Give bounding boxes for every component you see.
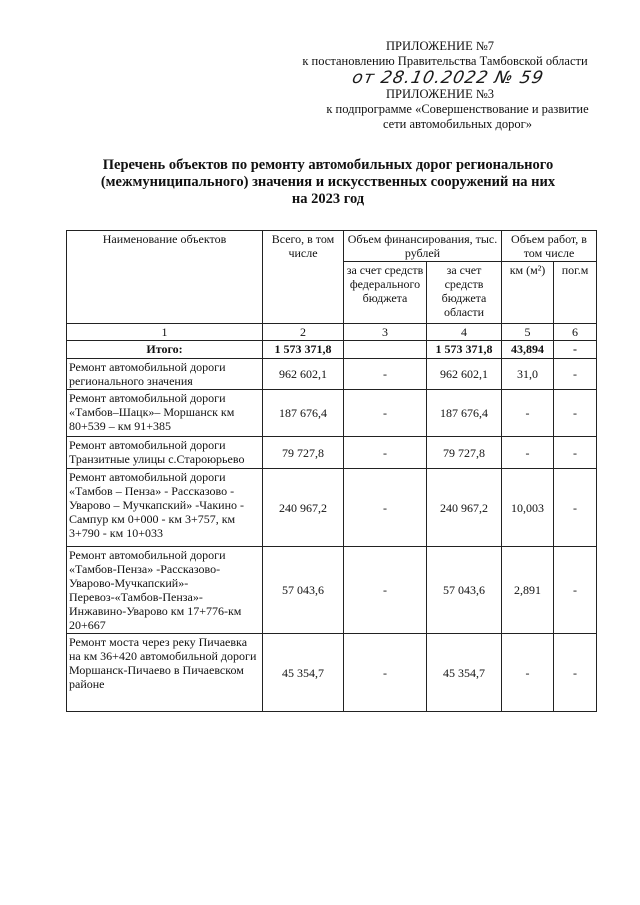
row-name: Ремонт автомобильной дороги «Тамбов-Пенза» -Рассказово-Уварово-Мучкапский»-Перевоз-«Тамбов-Пенза»-Инжавино-Уварово км 17+776-км 20+667 <box>67 547 263 634</box>
row-km: - <box>502 390 554 437</box>
row-regional: 45 354,7 <box>427 634 502 712</box>
header-works: Объем работ, в том числе <box>502 231 597 262</box>
row-km: 31,0 <box>502 359 554 390</box>
total-federal <box>344 341 427 359</box>
row-name: Ремонт автомобильной дороги «Тамбов – Пенза» - Рассказово - Уварово – Мучкапский» -Чакино - Сампур км 0+000 - км 3+757, км 3+790 - км 10+033 <box>67 469 263 547</box>
total-regional: 1 573 371,8 <box>427 341 502 359</box>
row-name: Ремонт моста через реку Пичаевка на км 36+420 автомобильной дороги Моршанск-Пичаево в Пичаевском районе <box>67 634 263 712</box>
title-line-1: Перечень объектов по ремонту автомобильных дорог регионального <box>102 157 554 173</box>
row-pm: - <box>554 469 597 547</box>
row-name: Ремонт автомобильной дороги «Тамбов–Шацк»– Моршанск км 80+539 – км 91+385 <box>67 390 263 437</box>
row-km: 2,891 <box>502 547 554 634</box>
header-financing: Объем финансирования, тыс. рублей <box>344 231 502 262</box>
row-km: 10,003 <box>502 469 554 547</box>
table-row <box>67 547 597 634</box>
header-name: Наименование объектов <box>67 231 263 324</box>
table-row <box>67 437 597 469</box>
column-number-row <box>67 324 597 341</box>
row-regional: 962 602,1 <box>427 359 502 390</box>
row-total: 79 727,8 <box>263 437 344 469</box>
row-regional: 57 043,6 <box>427 547 502 634</box>
total-pm: - <box>554 341 597 359</box>
row-name: Ремонт автомобильной дороги регионального значения <box>67 359 263 390</box>
table-row <box>67 359 597 390</box>
row-federal: - <box>344 437 427 469</box>
header-total: Всего, в том числе <box>263 231 344 324</box>
row-total: 240 967,2 <box>263 469 344 547</box>
row-federal: - <box>344 390 427 437</box>
table-row <box>67 469 597 547</box>
col-number: 2 <box>263 324 344 341</box>
table-row <box>67 390 597 437</box>
col-number: 1 <box>67 324 263 341</box>
row-total: 57 043,6 <box>263 547 344 634</box>
title-line-3: на 2023 год <box>291 191 365 207</box>
row-pm: - <box>554 547 597 634</box>
page-title <box>78 157 578 208</box>
header-pm: пог.м <box>554 262 597 324</box>
row-pm: - <box>554 390 597 437</box>
title-line-2: (межмуниципального) значения и искусственных сооружений на них <box>100 174 556 190</box>
resolution-label: к постановлению Правительства Тамбовской области <box>302 54 588 68</box>
row-name: Ремонт автомобильной дороги Транзитные улицы с.Староюрьево <box>67 437 263 469</box>
table-row <box>67 634 597 712</box>
row-federal: - <box>344 359 427 390</box>
row-federal: - <box>344 547 427 634</box>
row-total: 45 354,7 <box>263 634 344 712</box>
handwritten-date-number: от 28.10.2022 № 59 <box>350 68 546 88</box>
row-regional: 187 676,4 <box>427 390 502 437</box>
row-regional: 79 727,8 <box>427 437 502 469</box>
col-number: 6 <box>554 324 597 341</box>
total-label: Итого: <box>67 341 263 359</box>
row-pm: - <box>554 634 597 712</box>
col-number: 3 <box>344 324 427 341</box>
col-number: 5 <box>502 324 554 341</box>
subprogram-line-1: к подпрограмме «Совершенствование и развитие <box>326 102 589 116</box>
row-total: 187 676,4 <box>263 390 344 437</box>
row-total: 962 602,1 <box>263 359 344 390</box>
total-km: 43,894 <box>502 341 554 359</box>
subprogram-line-2: сети автомобильных дорог» <box>382 117 533 131</box>
row-km: - <box>502 437 554 469</box>
row-km: - <box>502 634 554 712</box>
row-federal: - <box>344 634 427 712</box>
row-pm: - <box>554 437 597 469</box>
header-regional: за счет средств бюджета области <box>427 262 502 324</box>
row-federal: - <box>344 469 427 547</box>
total-sum: 1 573 371,8 <box>263 341 344 359</box>
header-km: км (м²) <box>502 262 554 324</box>
row-pm: - <box>554 359 597 390</box>
total-row <box>67 341 597 359</box>
col-number: 4 <box>427 324 502 341</box>
row-regional: 240 967,2 <box>427 469 502 547</box>
objects-table <box>66 230 597 712</box>
header-federal: за счет средств федерального бюджета <box>344 262 427 324</box>
appendix-3-label: ПРИЛОЖЕНИЕ №3 <box>385 87 495 101</box>
appendix-7-label: ПРИЛОЖЕНИЕ №7 <box>385 39 495 53</box>
